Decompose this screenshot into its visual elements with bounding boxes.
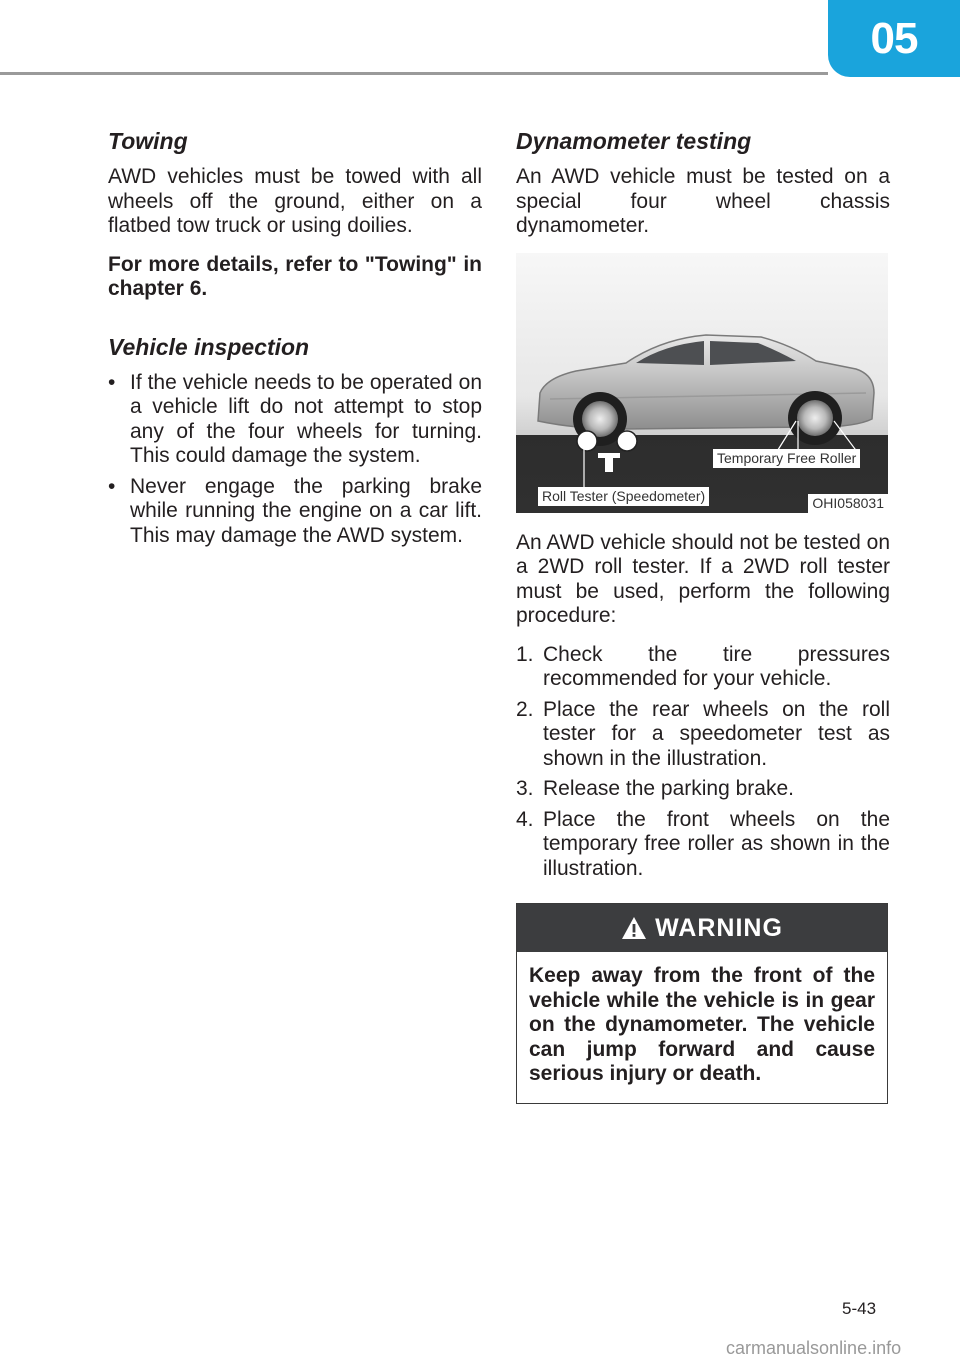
bullet-marker: • bbox=[108, 474, 116, 498]
roll-tester-label: Roll Tester (Speedometer) bbox=[538, 487, 709, 506]
chapter-tab: 05 bbox=[828, 0, 960, 77]
dynamometer-heading: Dynamometer testing bbox=[516, 128, 752, 154]
header-rule bbox=[0, 72, 828, 75]
towing-reference: For more details, refer to "Towing" in chapter 6. bbox=[108, 252, 482, 300]
temporary-free-roller-label: Temporary Free Roller bbox=[713, 449, 860, 468]
list-item: 3. Release the parking brake. bbox=[516, 777, 794, 800]
procedure-intro: An AWD vehicle should not be tested on a 2WD roll tester. If a 2WD roll tester must be used, perform the following procedure: bbox=[516, 530, 890, 627]
list-item: 4. Place the front wheels on the temporary free roller as shown in the illustration. bbox=[516, 807, 890, 880]
step-number: 1. bbox=[516, 642, 534, 666]
towing-heading: Towing bbox=[108, 128, 188, 154]
dynamometer-paragraph: An AWD vehicle must be tested on a special four wheel chassis dynamometer. bbox=[516, 165, 890, 237]
list-item: 1. Check the tire pressures recommended for your vehicle. bbox=[516, 642, 890, 690]
inspection-heading: Vehicle inspection bbox=[108, 333, 310, 360]
page-number: 5-43 bbox=[842, 1299, 877, 1318]
list-item: 2. Place the rear wheels on the roll tester for a speedometer test as shown in the illustration. bbox=[516, 697, 890, 770]
watermark: carmanualsonline.info bbox=[726, 1338, 902, 1358]
warning-text: Keep away from the front of the vehicle while the vehicle is in gear on the dynamometer. The vehicle can jump forward and cause serious injury or death. bbox=[529, 964, 875, 1085]
warning-header bbox=[517, 904, 887, 952]
bullet-marker: • bbox=[108, 370, 116, 394]
left-column bbox=[108, 128, 482, 554]
step-number: 3. bbox=[516, 777, 534, 800]
warning-body bbox=[517, 952, 887, 1103]
figure-code: OHI058031 bbox=[808, 494, 888, 513]
right-column bbox=[516, 128, 890, 1104]
inspection-list bbox=[108, 371, 482, 549]
step-number: 2. bbox=[516, 697, 534, 721]
procedure-steps bbox=[516, 643, 890, 882]
dynamometer-illustration bbox=[516, 253, 888, 513]
warning-box bbox=[516, 903, 888, 1104]
warning-triangle-icon bbox=[621, 916, 647, 940]
step-number: 4. bbox=[516, 807, 534, 831]
list-item: • If the vehicle needs to be operated on a vehicle lift do not attempt to stop any of the four wheels for turning. This could damage the system. bbox=[108, 370, 482, 467]
list-item: • Never engage the parking brake while running the engine on a car lift. This may damage the AWD system. bbox=[108, 474, 482, 547]
car-on-rollers-drawing bbox=[516, 253, 888, 513]
towing-paragraph: AWD vehicles must be towed with all wheels off the ground, either on a flatbed tow truck or using doilies. bbox=[108, 165, 482, 237]
warning-title: WARNING bbox=[655, 913, 783, 942]
